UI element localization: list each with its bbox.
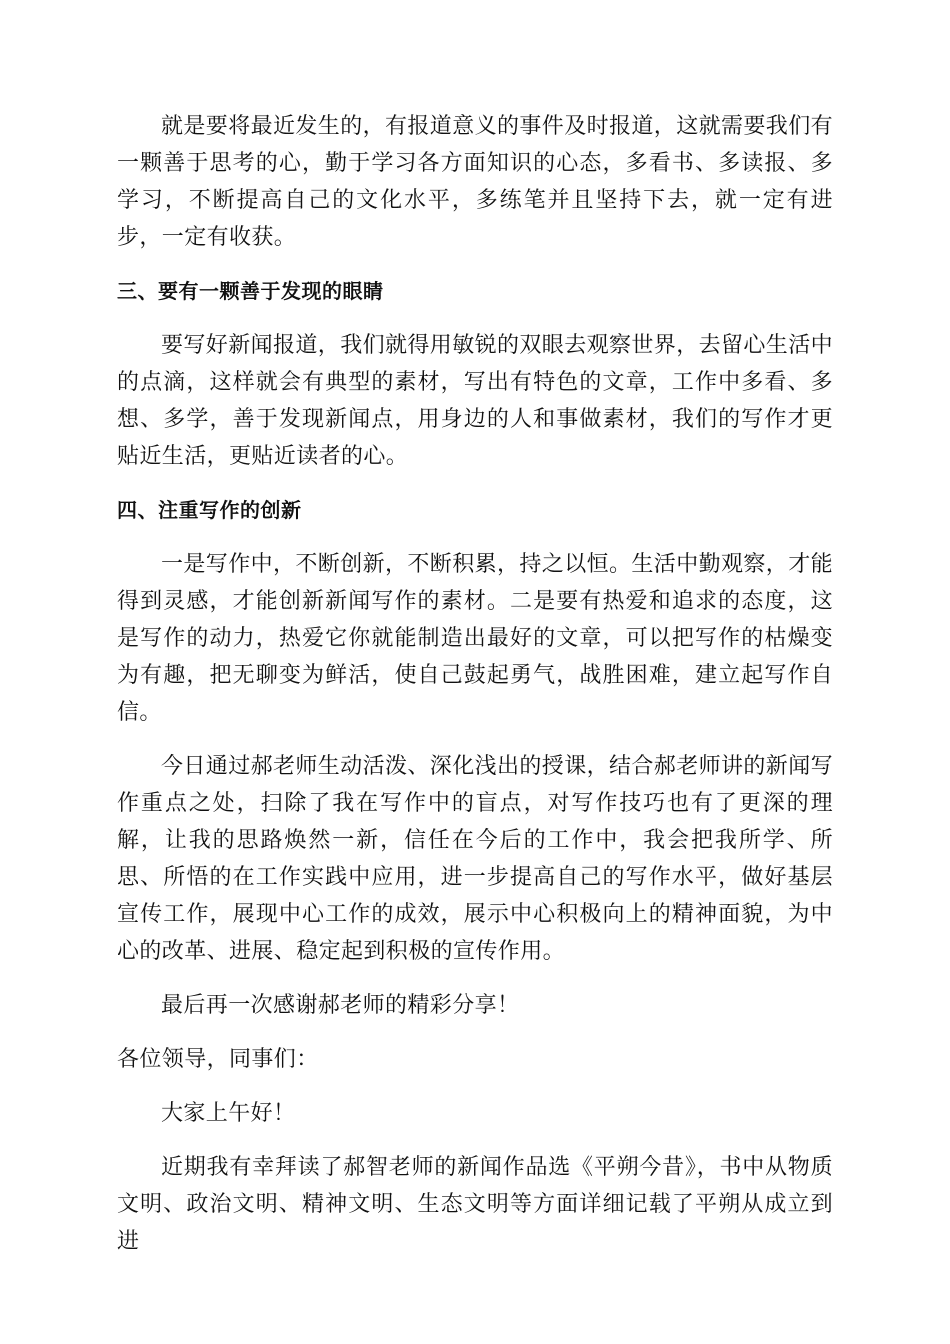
- document-body: [117, 108, 833, 1277]
- section-heading-three: 三、要有一颗善于发现的眼睛: [117, 279, 384, 303]
- paragraph-observation: 要写好新闻报道，我们就得用敏锐的双眼去观察世界，去留心生活中的点滴，这样就会有典型的素材，写出有特色的文章，工作中多看、多想、多学，善于发现新闻点，用身边的人和事做素材，我们的写作才更贴近生活，更贴近读者的心。: [117, 333, 834, 469]
- paragraph-salutation: 各位领导，同事们：: [117, 1047, 319, 1072]
- paragraph-thanks: 最后再一次感谢郝老师的精彩分享！: [161, 993, 520, 1018]
- paragraph-summary: 今日通过郝老师生动活泼、深化浅出的授课，结合郝老师讲的新闻写作重点之处，扫除了我在写作中的盲点，对写作技巧也有了更深的理解，让我的思路焕然一新，信任在今后的工作中，我会把我所学、所思、所悟的在工作实践中应用，进一步提高自己的写作水平，做好基层宣传工作，展现中心工作的成效，展示中心积极向上的精神面貌，为中心的改革、进展、稳定起到积极的宣传作用。: [117, 754, 834, 964]
- paragraph-innovation: 一是写作中，不断创新，不断积累，持之以恒。生活中勤观察，才能得到灵感，才能创新新闻写作的素材。二是要有热爱和追求的态度，这是写作的动力，热爱它你就能制造出最好的文章，可以把写作的枯燥变为有趣，把无聊变为鲜活，使自己鼓起勇气，战胜困难，建立起写作自信。: [117, 552, 834, 725]
- section-heading-four: 四、注重写作的创新: [117, 498, 302, 522]
- paragraph-greeting: 大家上午好！: [161, 1101, 296, 1126]
- paragraph-writing-timeliness: 就是要将最近发生的，有报道意义的事件及时报道，这就需要我们有一颗善于思考的心，勤于学习各方面知识的心态，多看书、多读报、多学习，不断提高自己的文化水平，多练笔并且坚持下去，就一定有进步，一定有收获。: [117, 114, 834, 250]
- paragraph-book-intro: 近期我有幸拜读了郝智老师的新闻作品选《平朔今昔》，书中从物质文明、政治文明、精神文明、生态文明等方面详细记载了平朔从成立到进: [117, 1155, 833, 1254]
